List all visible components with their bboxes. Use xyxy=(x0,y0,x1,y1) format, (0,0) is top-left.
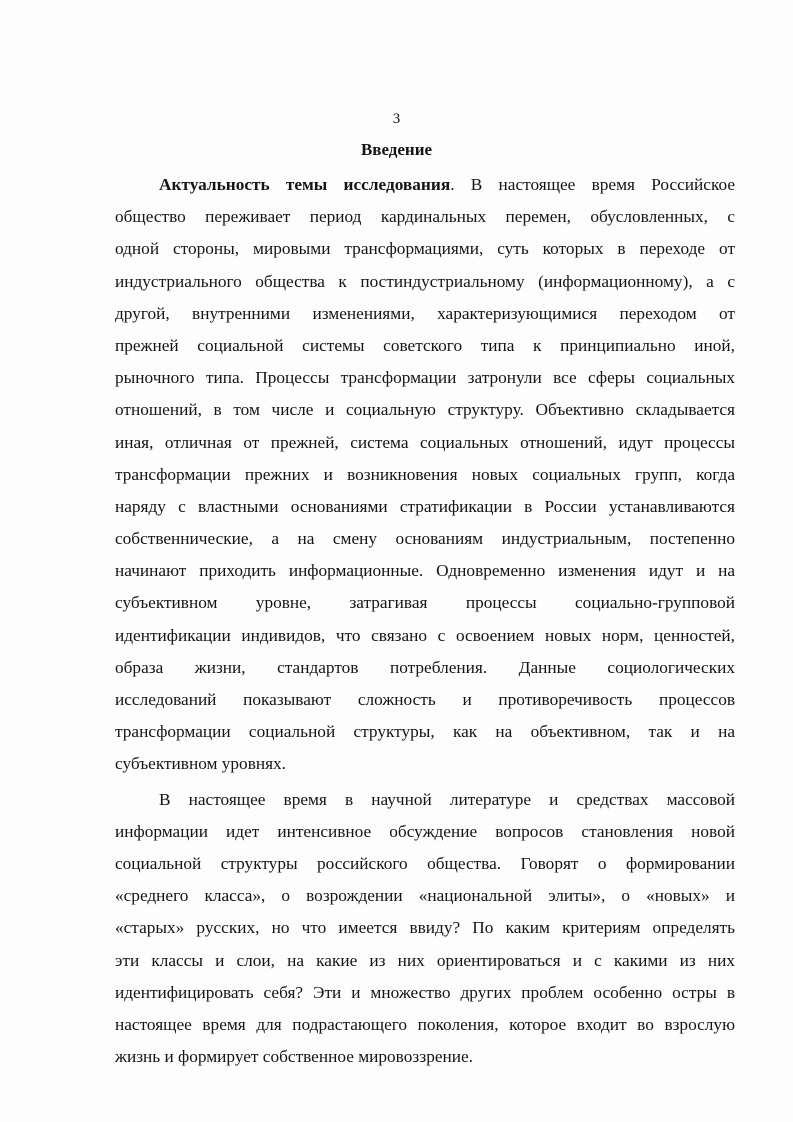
paragraph-discussion xyxy=(115,784,735,1074)
text-line: идентифицировать себя? Эти и множество других проблем особенно остры в xyxy=(115,982,735,1002)
text-line: рыночного типа. Процессы трансформации затронули все сферы социальных xyxy=(115,368,735,388)
paragraph-relevance xyxy=(115,169,735,781)
text-line: иная, отличная от прежней, система социальных отношений, идут процессы xyxy=(115,432,735,452)
page-number: 3 xyxy=(392,111,401,127)
text-line: эти классы и слои, на какие из них ориентироваться и с какими из них xyxy=(115,950,735,970)
text-line: В настоящее время в научной литературе и средствах массовой xyxy=(159,789,735,809)
text-line: индустриального общества к постиндустриальному (информационному), а с xyxy=(115,271,735,291)
text-line: «среднего класса», о возрождении «национальной элиты», о «новых» и xyxy=(115,886,735,906)
text-line: прежней социальной системы советского типа к принципиально иной, xyxy=(115,335,735,355)
text-line: идентификации индивидов, что связано с освоением новых норм, ценностей, xyxy=(115,625,735,645)
text-line: образа жизни, стандартов потребления. Данные социологических xyxy=(115,657,735,677)
text-line: исследований показывают сложность и противоречивость процессов xyxy=(115,690,735,709)
text-line: настоящее время для подрастающего поколения, которое входит во взрослую xyxy=(115,1014,735,1034)
body-text xyxy=(115,169,735,1073)
text-line: информации идет интенсивное обсуждение вопросов становления новой xyxy=(115,821,735,841)
text-line: общество переживает период кардинальных перемен, обусловленных, с xyxy=(115,207,735,227)
text-line: «старых» русских, но что имеется ввиду? По каким критериям определять xyxy=(115,918,735,938)
text-line: трансформации прежних и возникновения новых социальных групп, когда xyxy=(115,464,735,484)
text-line: наряду с властными основаниями стратификации в России устанавливаются xyxy=(115,496,735,516)
text-line: трансформации социальной структуры, как на объективном, так и на xyxy=(115,722,735,742)
paragraph-lead: Актуальность темы исследования xyxy=(159,175,451,194)
text-line: одной стороны, мировыми трансформациями, суть которых в переходе от xyxy=(115,239,735,259)
text-line: отношений, в том числе и социальную структуру. Объективно складывается xyxy=(115,400,735,420)
text-line: социальной структуры российского общества. Говорят о формировании xyxy=(115,853,735,873)
text-line: жизнь и формирует собственное мировоззрение. xyxy=(115,1047,474,1067)
text-line: другой, внутренними изменениями, характеризующимися переходом от xyxy=(115,303,735,323)
text-line: начинают приходить информационные. Одновременно изменения идут и на xyxy=(115,561,735,581)
section-heading: Введение xyxy=(360,140,433,159)
text-line: собственнические, а на смену основаниям индустриальным, постепенно xyxy=(115,529,735,549)
text-line-content: . В настоящее время Российское xyxy=(450,175,735,194)
text-line xyxy=(115,169,735,201)
text-line: субъективном уровнях. xyxy=(115,754,287,774)
text-line: субъективном уровне, затрагивая процессы социально-групповой xyxy=(115,593,735,613)
